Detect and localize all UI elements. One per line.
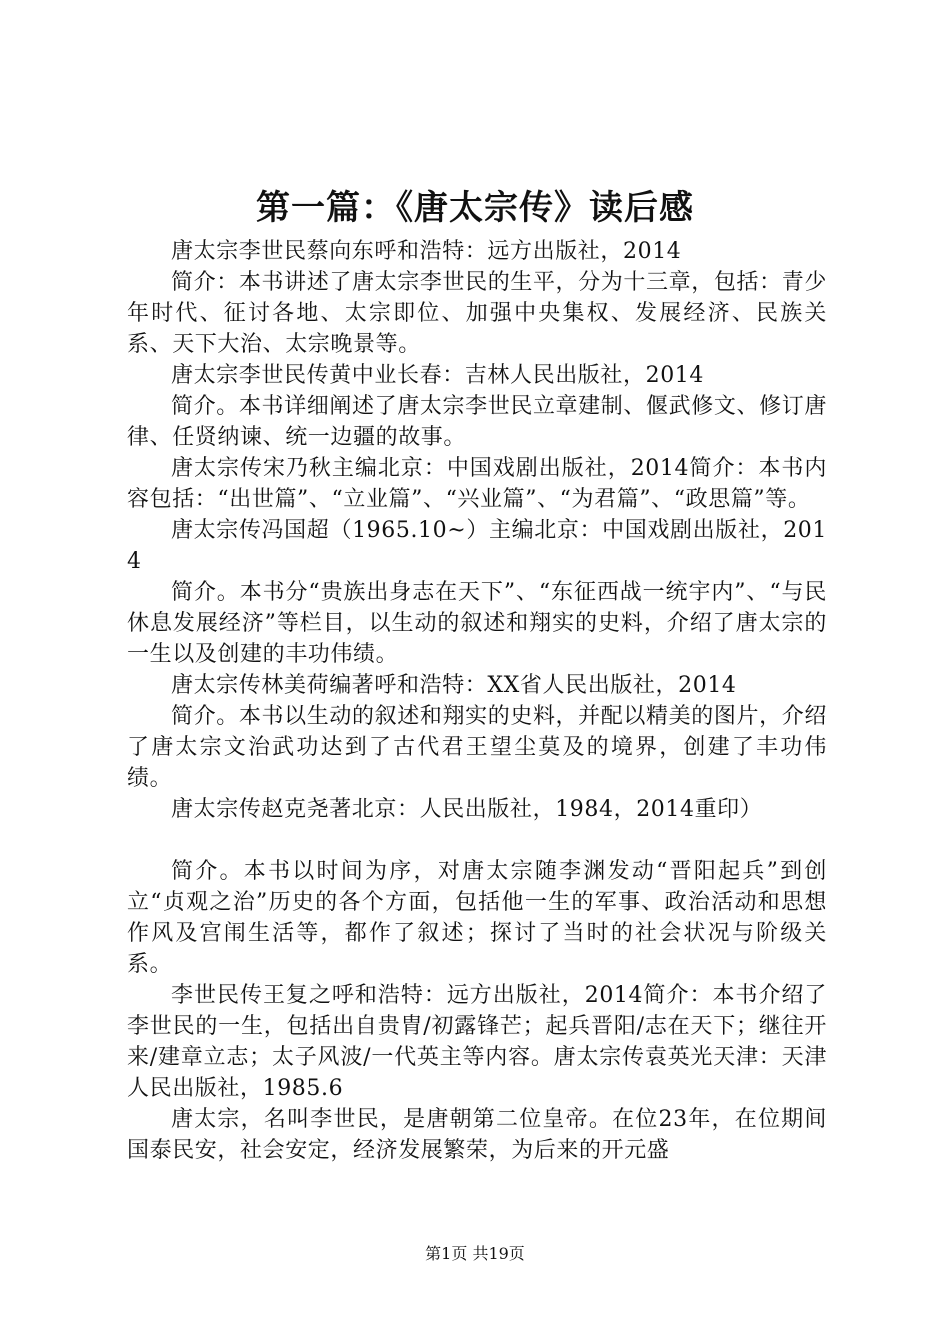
- paragraph: 唐太宗传冯国超（1965.10~）主编北京：中国戏剧出版社，2014: [127, 518, 827, 574]
- paragraph: 唐太宗传赵克尧著北京：人民出版社，1984，2014重印）: [171, 797, 763, 822]
- paragraph: 简介。本书详细阐述了唐太宗李世民立章建制、偃武修文、修订唐律、任贤纳谏、统一边疆的故事。: [127, 394, 827, 450]
- paragraph: 唐太宗传林美荷编著呼和浩特：XX省人民出版社，2014: [171, 673, 737, 698]
- paragraph: 简介：本书讲述了唐太宗李世民的生平，分为十三章，包括：青少年时代、征讨各地、太宗即位、加强中央集权、发展经济、民族关系、天下大治、太宗晚景等。: [127, 270, 827, 357]
- paragraph: 李世民传王复之呼和浩特：远方出版社，2014简介：本书介绍了李世民的一生，包括出自贵胄/初露锋芒；起兵晋阳/志在天下；继往开来/建章立志；太子风波/一代英主等内容。唐太宗传袁英光天津：天津人民出版社，1985.6: [127, 983, 827, 1101]
- paragraph: 唐太宗，名叫李世民，是唐朝第二位皇帝。在位23年，在位期间国泰民安，社会安定，经济发展繁荣，为后来的开元盛: [127, 1107, 827, 1163]
- page-number-footer: 第1页 共19页: [425, 1244, 525, 1263]
- paragraph: 简介。本书分“贵族出身志在天下”、“东征西战一统宇内”、“与民休息发展经济”等栏目，以生动的叙述和翔实的史料，介绍了唐太宗的一生以及创建的丰功伟绩。: [127, 580, 827, 667]
- page-title: 第一篇：《唐太宗传》读后感: [256, 188, 694, 228]
- paragraph: 唐太宗传宋乃秋主编北京：中国戏剧出版社，2014简介：本书内容包括：“出世篇”、“立业篇”、“兴业篇”、“为君篇”、“政思篇”等。: [127, 456, 827, 512]
- document-body: [127, 236, 827, 1166]
- paragraph: 简介。本书以时间为序，对唐太宗随李渊发动“晋阳起兵”到创立“贞观之治”历史的各个方面，包括他一生的军事、政治活动和思想作风及宫闱生活等，都作了叙述；探讨了当时的社会状况与阶级关系。: [127, 859, 827, 977]
- paragraph: 唐太宗李世民传黄中业长春：吉林人民出版社，2014: [171, 363, 704, 388]
- paragraph: 唐太宗李世民蔡向东呼和浩特：远方出版社，2014: [171, 239, 682, 264]
- paragraph: 简介。本书以生动的叙述和翔实的史料，并配以精美的图片，介绍了唐太宗文治武功达到了古代君王望尘莫及的境界，创建了丰功伟绩。: [127, 704, 827, 791]
